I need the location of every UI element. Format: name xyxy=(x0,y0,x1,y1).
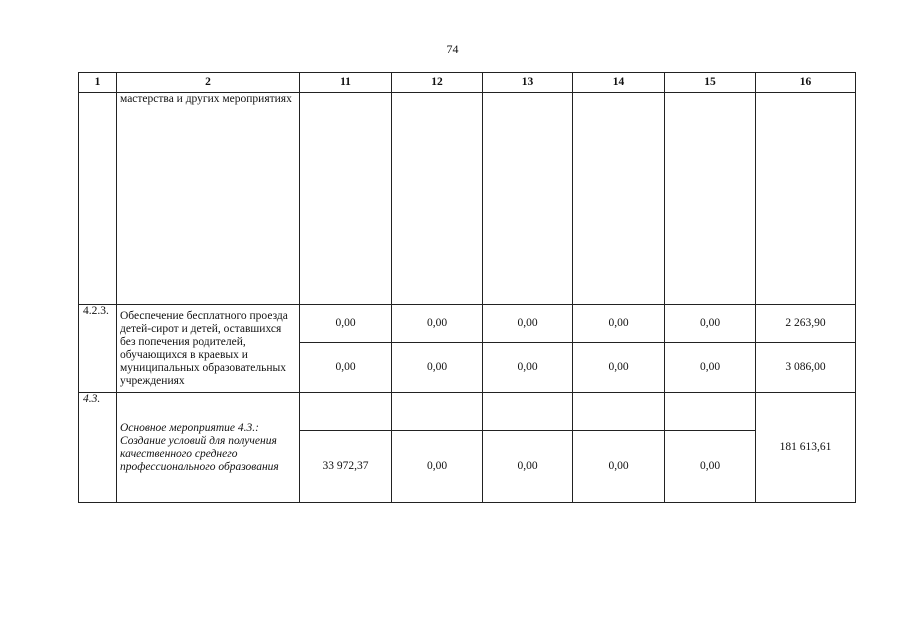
table-cell xyxy=(665,93,756,305)
page-number: 74 xyxy=(446,42,459,56)
header-cell: 16 xyxy=(756,73,856,93)
table-cell xyxy=(483,393,573,431)
header-cell: 11 xyxy=(300,73,392,93)
row-code: 4.3. xyxy=(79,393,117,503)
table-cell: 0,00 xyxy=(483,305,573,343)
table-cell xyxy=(483,93,573,305)
table-row xyxy=(79,305,856,343)
table-cell xyxy=(756,93,856,305)
table-cell: 0,00 xyxy=(392,343,483,393)
row-description: мастерства и других мероприятиях xyxy=(117,93,300,305)
table-cell xyxy=(392,393,483,431)
table-cell: 3 086,00 xyxy=(756,343,856,393)
header-row xyxy=(79,73,856,93)
table-cell xyxy=(665,393,756,431)
table-cell: 0,00 xyxy=(392,431,483,503)
table-cell: 2 263,90 xyxy=(756,305,856,343)
table-cell: 0,00 xyxy=(665,431,756,503)
table-cell: 181 613,61 xyxy=(756,393,856,503)
table-row xyxy=(79,393,856,431)
header-cell: 2 xyxy=(117,73,300,93)
table-cell: 0,00 xyxy=(392,305,483,343)
row-description: Обеспечение бесплатного проезда детей-сирот и детей, оставшихся без попечения родителей, обучающихся в краевых и муниципальных образовательных учреждениях xyxy=(117,305,300,393)
row-description: Основное мероприятие 4.3.: Создание условий для получения качественного среднего профессионального образования xyxy=(117,393,300,503)
budget-table xyxy=(78,72,856,503)
header-cell: 14 xyxy=(573,73,665,93)
row-code xyxy=(79,93,117,305)
table-cell: 0,00 xyxy=(300,343,392,393)
header-cell: 13 xyxy=(483,73,573,93)
table-cell xyxy=(392,93,483,305)
table-cell xyxy=(573,393,665,431)
table-cell xyxy=(573,93,665,305)
table-cell: 0,00 xyxy=(483,343,573,393)
table-cell xyxy=(300,393,392,431)
header-cell: 1 xyxy=(79,73,117,93)
row-code: 4.2.3. xyxy=(79,305,117,393)
table-cell: 0,00 xyxy=(665,305,756,343)
header-cell: 12 xyxy=(392,73,483,93)
table-cell: 0,00 xyxy=(573,305,665,343)
table-cell xyxy=(300,93,392,305)
table-cell: 0,00 xyxy=(300,305,392,343)
table-row xyxy=(79,93,856,305)
header-cell: 15 xyxy=(665,73,756,93)
table-cell: 0,00 xyxy=(573,431,665,503)
table-cell: 33 972,37 xyxy=(300,431,392,503)
table-cell: 0,00 xyxy=(665,343,756,393)
table-cell: 0,00 xyxy=(483,431,573,503)
table-cell: 0,00 xyxy=(573,343,665,393)
